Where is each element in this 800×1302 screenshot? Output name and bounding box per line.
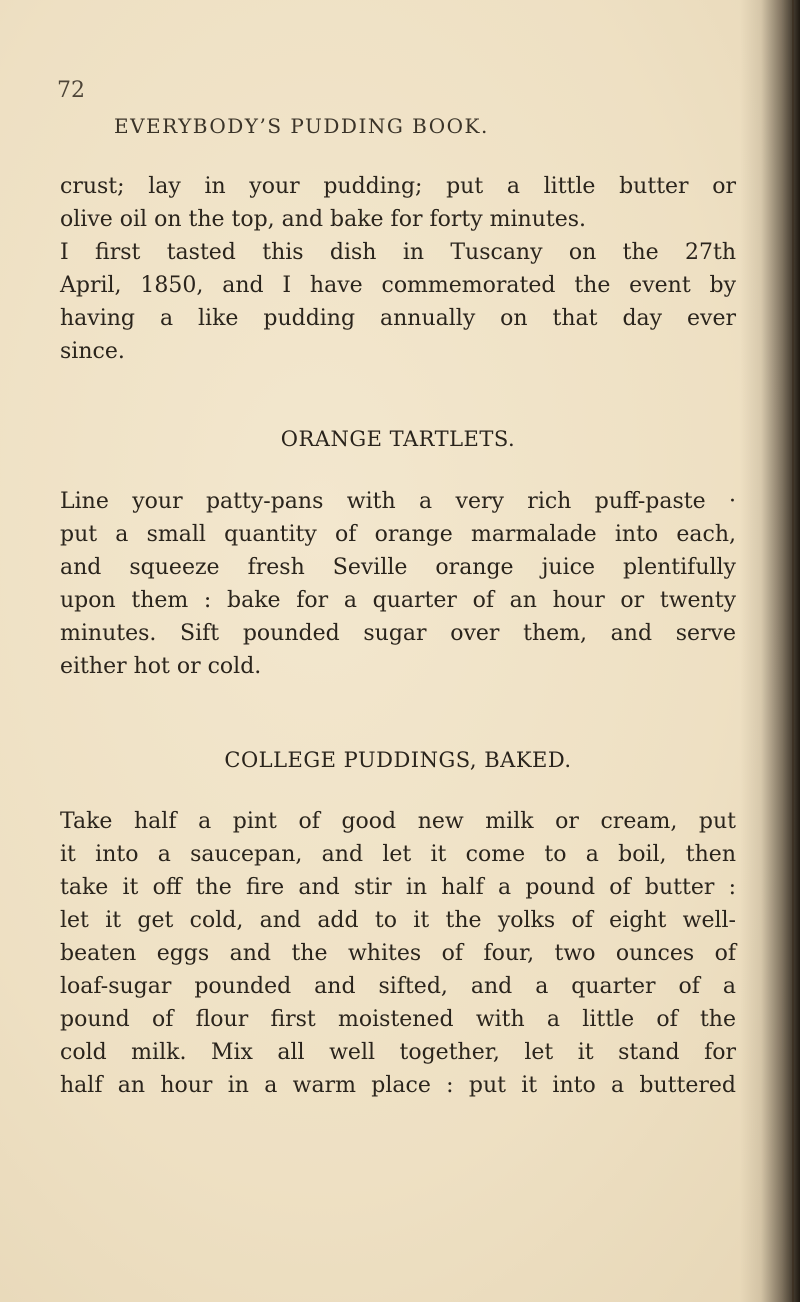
spine-edge xyxy=(792,0,794,1302)
text-line: it into a saucepan, and let it come to a boil, then xyxy=(60,842,736,867)
text-line: take it off the fire and stir in half a pound of butter : xyxy=(60,875,736,900)
text-line: put a small quantity of orange marmalade into each, xyxy=(60,522,736,547)
orange-tartlets-paragraph xyxy=(60,485,736,683)
text-line: upon them : bake for a quarter of an hour or twenty xyxy=(60,588,736,613)
text-line: having a like pudding annually on that day ever xyxy=(60,306,736,331)
text-line: April, 1850, and I have commemorated the event by xyxy=(60,273,736,298)
section-heading-orange-tartlets: ORANGE TARTLETS. xyxy=(280,427,516,451)
text-line: olive oil on the top, and bake for forty minutes. xyxy=(60,207,587,232)
text-line: loaf-sugar pounded and sifted, and a quarter of a xyxy=(60,974,736,999)
text-line: crust; lay in your pudding; put a little butter or xyxy=(60,174,736,199)
text-line: minutes. Sift pounded sugar over them, and serve xyxy=(60,621,736,646)
college-puddings-paragraph xyxy=(60,805,736,1102)
text-line: since. xyxy=(60,339,125,364)
text-line: either hot or cold. xyxy=(60,654,262,679)
running-head: EVERYBODY’S PUDDING BOOK. xyxy=(114,114,489,138)
page-number: 72 xyxy=(57,78,85,103)
text-line: let it get cold, and add to it the yolks of eight well- xyxy=(60,908,736,933)
section-heading-college-puddings: COLLEGE PUDDINGS, BAKED. xyxy=(224,748,572,772)
text-line: beaten eggs and the whites of four, two ounces of xyxy=(60,941,736,966)
text-line: Line your patty-pans with a very rich puff-paste · xyxy=(60,489,736,514)
text-line: and squeeze fresh Seville orange juice plentifully xyxy=(60,555,736,580)
text-line: half an hour in a warm place : put it into a buttered xyxy=(60,1073,736,1098)
text-line: cold milk. Mix all well together, let it stand for xyxy=(60,1040,736,1065)
text-line: Take half a pint of good new milk or cream, put xyxy=(60,809,736,834)
text-line: I first tasted this dish in Tuscany on the 27th xyxy=(60,240,736,265)
intro-paragraph xyxy=(60,170,736,368)
spine-shadow xyxy=(740,0,800,1302)
text-line: pound of flour first moistened with a little of the xyxy=(60,1007,736,1032)
